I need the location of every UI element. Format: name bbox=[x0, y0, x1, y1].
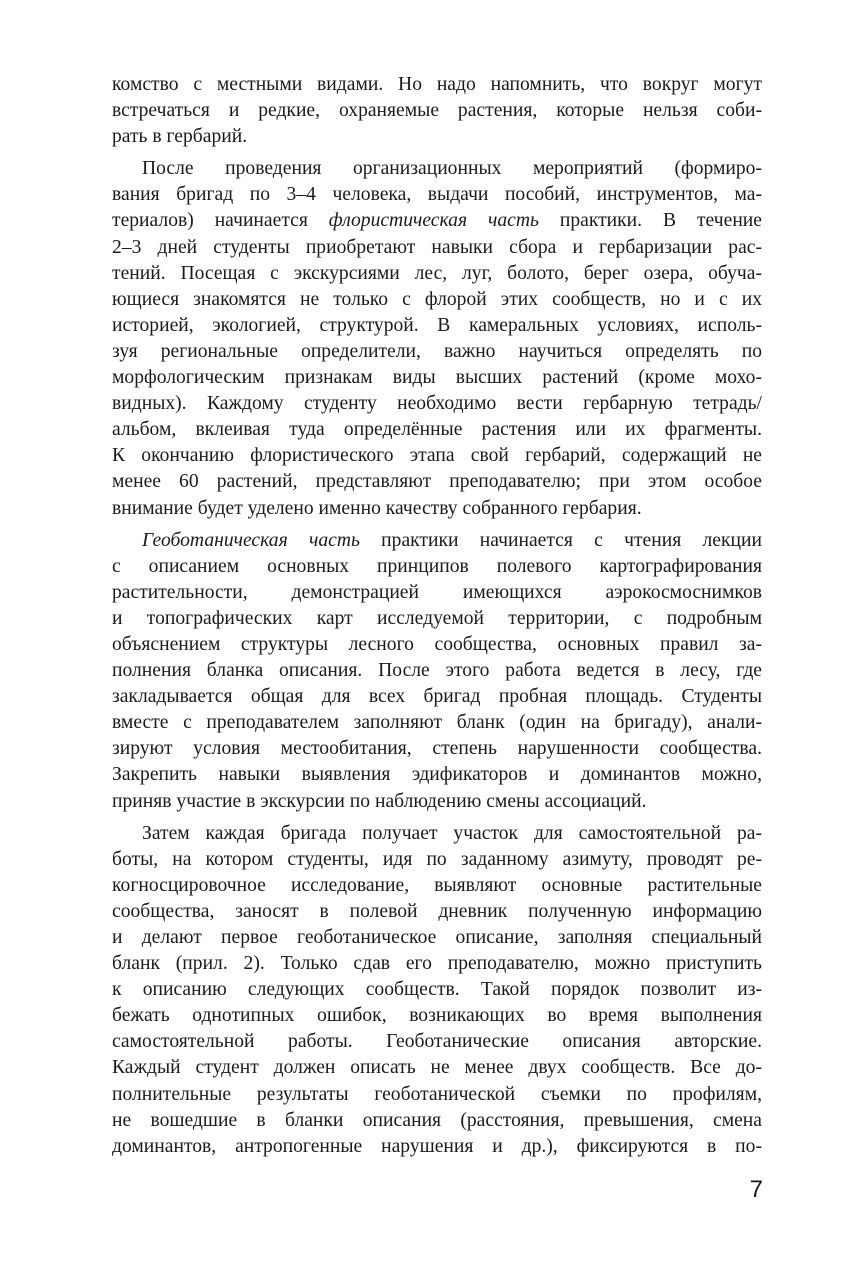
text-line bbox=[112, 287, 762, 313]
text-run: когносцировочное исследование, выявляют основные растительные bbox=[112, 874, 762, 896]
text-run: вместе с преподавателем заполняют бланк (один на бригаду), анали- bbox=[112, 712, 762, 734]
text-line bbox=[112, 658, 762, 684]
text-run: самостоятельной работы. Геоботанические описания авторские. bbox=[112, 1031, 762, 1053]
text-run: сообщества, заносят в полевой дневник полученную информацию bbox=[112, 900, 762, 922]
text-run: практики начинается с чтения лекции bbox=[359, 529, 762, 551]
text-line bbox=[112, 182, 762, 208]
text-line bbox=[112, 528, 762, 554]
italic-term: флористическая часть bbox=[328, 210, 539, 232]
text-line bbox=[112, 847, 762, 873]
text-run: боты, на котором студенты, идя по заданному азимуту, проводят ре- bbox=[112, 848, 762, 870]
text-line bbox=[112, 1134, 762, 1160]
text-line bbox=[112, 736, 762, 762]
text-run: приняв участие в экскурсии по наблюдению смены ассоциаций. bbox=[112, 790, 647, 812]
text-line bbox=[112, 1029, 762, 1055]
text-line bbox=[112, 1082, 762, 1108]
text-line bbox=[112, 235, 762, 261]
text-run: объяснением структуры лесного сообщества, основных правил за- bbox=[112, 633, 762, 655]
text-run: Затем каждая бригада получает участок для самостоятельной ра- bbox=[142, 822, 762, 844]
text-line bbox=[112, 496, 762, 522]
body-text bbox=[112, 72, 762, 1160]
page-number: 7 bbox=[749, 1176, 763, 1203]
text-run: ющиеся знакомятся не только с флорой этих сообществ, но и с их bbox=[112, 288, 762, 310]
text-line bbox=[112, 365, 762, 391]
text-run: комство с местными видами. Но надо напомнить, что вокруг могут bbox=[112, 74, 762, 95]
text-run: и делают первое геоботаническое описание, заполняя специальный bbox=[112, 927, 762, 948]
text-line bbox=[112, 1108, 762, 1134]
text-run: не вошедшие в бланки описания (расстояния, превышения, смена bbox=[112, 1109, 762, 1131]
text-run: морфологическим признакам виды высших растений (кроме мохо- bbox=[112, 367, 762, 389]
text-run: 2–3 дней студенты приобретают навыки сбора и гербаризации рас- bbox=[112, 236, 762, 258]
text-line bbox=[112, 925, 762, 951]
text-line bbox=[112, 710, 762, 736]
text-line bbox=[112, 339, 762, 365]
text-run: Закрепить навыки выявления эдификаторов и доминантов можно, bbox=[112, 764, 762, 786]
text-line bbox=[112, 684, 762, 710]
text-run: и топографических карт исследуемой территории, с подробным bbox=[112, 607, 762, 629]
text-run: рать в гербарий. bbox=[112, 126, 248, 148]
text-line bbox=[112, 580, 762, 606]
text-run: растительности, демонстрацией имеющихся аэрокосмоснимков bbox=[112, 581, 762, 603]
text-line bbox=[112, 554, 762, 580]
text-run: тений. Посещая с экскурсиями лес, луг, болото, берег озера, обуча- bbox=[112, 262, 762, 284]
text-run: териалов) начинается bbox=[112, 210, 329, 232]
text-line bbox=[112, 762, 762, 788]
text-line bbox=[112, 789, 762, 815]
text-run: к описанию следующих сообществ. Такой порядок позволит из- bbox=[112, 979, 762, 1001]
text-line bbox=[112, 443, 762, 469]
text-line bbox=[112, 1003, 762, 1029]
text-line bbox=[112, 391, 762, 417]
text-run: зируют условия местообитания, степень нарушенности сообщества. bbox=[112, 738, 762, 760]
text-line bbox=[112, 208, 762, 234]
text-run: полнительные результаты геоботанической съемки по профилям, bbox=[112, 1083, 762, 1105]
text-line bbox=[112, 632, 762, 658]
text-run: менее 60 растений, представляют преподавателю; при этом особое bbox=[112, 471, 762, 493]
italic-term: Геоботаническая часть bbox=[142, 529, 360, 551]
text-run: бежать однотипных ошибок, возникающих во время выполнения bbox=[112, 1005, 762, 1027]
text-line bbox=[112, 98, 762, 124]
text-run: практики. В течение bbox=[538, 210, 762, 232]
text-line bbox=[112, 261, 762, 287]
text-line bbox=[112, 469, 762, 495]
text-run: альбом, вклеивая туда определённые растения или их фрагменты. bbox=[112, 419, 762, 441]
text-line bbox=[112, 977, 762, 1003]
text-line bbox=[112, 313, 762, 339]
text-run: доминантов, антропогенные нарушения и др.), фиксируются в по- bbox=[112, 1135, 762, 1157]
text-line bbox=[112, 821, 762, 847]
text-line bbox=[112, 72, 762, 98]
text-run: внимание будет уделено именно качеству собранного гербария. bbox=[112, 497, 642, 519]
text-run: бланк (прил. 2). Только сдав его преподавателю, можно приступить bbox=[112, 953, 762, 975]
text-run: встречаться и редкие, охраняемые растения, которые нельзя соби- bbox=[112, 100, 762, 122]
text-line bbox=[112, 873, 762, 899]
text-line bbox=[112, 951, 762, 977]
text-run: историей, экологией, структурой. В камеральных условиях, исполь- bbox=[112, 314, 762, 336]
text-run: закладывается общая для всех бригад пробная площадь. Студенты bbox=[112, 686, 762, 708]
text-line bbox=[112, 1055, 762, 1081]
text-run: видных). Каждому студенту необходимо вести гербарную тетрадь/ bbox=[112, 393, 762, 415]
text-run: с описанием основных принципов полевого картографирования bbox=[112, 555, 762, 577]
text-run: зуя региональные определители, важно научиться определять по bbox=[112, 340, 762, 362]
text-line bbox=[112, 124, 762, 150]
text-line bbox=[112, 417, 762, 443]
text-line bbox=[112, 156, 762, 182]
text-line bbox=[112, 899, 762, 925]
text-run: вания бригад по 3–4 человека, выдачи пособий, инструментов, ма- bbox=[112, 184, 762, 206]
text-line bbox=[112, 606, 762, 632]
text-run: полнения бланка описания. После этого работа ведется в лесу, где bbox=[112, 660, 762, 682]
text-run: Каждый студент должен описать не менее двух сообществ. Все до- bbox=[112, 1057, 762, 1079]
text-run: После проведения организационных мероприятий (формиро- bbox=[142, 158, 762, 180]
text-run: К окончанию флористического этапа свой гербарий, содержащий не bbox=[112, 445, 762, 467]
